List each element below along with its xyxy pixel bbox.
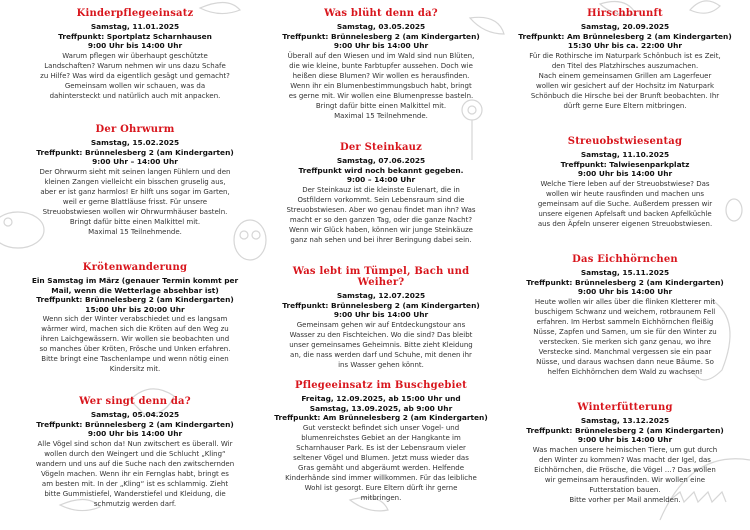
event-description: Welche Tiere leben auf der Streuobstwiese? Das wollen wir heute rausfinden und machen uns gemeinsam auf die Suche. Außerdem pressen wir unsere eigenen Apfelsaft und backen Apfelküchle aus den Äpfeln unserer eigenen Streuobstwiesen. [537,179,713,228]
event-was-blueht-denn-da [268,8,494,121]
event-title: Wer singt denn da? [79,396,191,407]
event-title: Winterfütterung [577,402,673,413]
event-description: Heute wollen wir alles über die flinken Kletterer mit buschigem Schwanz und weichem, rotbraunem Fell erfahren. Im Herbst sammeln Eichhörnchen fleißig Nüsse, Zapfen und Samen, um sie für den Winter zu verstecken. Sie merken sich ganz genau, wo ihre Verstecke sind. Manchmal vergessen sie ein paar Nüsse, und daraus wachsen dann neue Bäume. So helfen Eichhörnchen dem Wald zu wachsen! [533,297,717,376]
event-meeting-point: Treffpunkt: Sportplatz Scharnhausen [58,31,212,41]
event-time: 9:00 Uhr bis 14:00 Uhr [577,435,673,444]
event-meeting-point: Treffpunkt: Talwiesenparkplatz [560,159,690,169]
event-description: Gemeinsam gehen wir auf Entdeckungstour ans Wasser zu den Fischteichen. Wo die sind? Das bleibt unser gemeinsames Geheimnis. Bitte zieht Kleidung an, die nass werden darf und Schuhe, mit denen ihr ins Wasser gehen könnt. [289,320,473,369]
event-date: Samstag, 11.10.2025 [580,150,670,159]
event-title: Das Eichhörnchen [572,254,678,265]
event-time: 9:00 Uhr bis 14:00 Uhr [87,429,183,438]
event-steinkauz [268,142,494,245]
event-description: Der Ohrwurm sieht mit seinen langen Fühlern und den kleinen Zangen vielleicht ein bisschen gruselig aus, aber er ist ganz harmlos! Er hilft uns sogar im Garten, weil er gerne Blattläuse frisst. Für unsere Streuobstwiesen wollen wir Ohrwurmhäuser basteln. Bringt dafür bitte einen Malkittel mit. Maximal 15 Teilnehmende. [39,167,231,236]
event-date: Samstag, 12.07.2025 [336,291,426,300]
event-description: Der Steinkauz ist die kleinste Eulenart, die in Ostfildern vorkommt. Sein Lebensraum sind die Streuobstwiesen. Aber wo genau findet man ihn? Was macht er so den ganzen Tag, oder die ganze Nacht? Wenn wir Glück haben, können wir junge Steinkäuze ganz nah sehen und bei ihrer Beringung dabei sein. [286,185,476,244]
event-time: 9:00 Uhr bis 14:00 Uhr [333,310,429,319]
event-date-2: Samstag, 13.09.2025, ab 9:00 Uhr [309,403,453,413]
event-title: Was lebt im Tümpel, Bach und Weiher? [292,266,470,288]
event-meeting-point: Treffpunkt: Brünnelesberg 2 (am Kindergarten) [526,277,724,287]
event-meeting-point: Treffpunkt: Brünnelesberg 2 (am Kindergarten) [36,419,234,429]
event-description: Überall auf den Wiesen und im Wald sind nun Blüten, die wie kleine, bunte Farbtupfer aussehen. Doch wie heißen diese Blumen? Wir wollen es herausfinden. Wenn ihr ein Blumenbestimmungsbuch habt, bringt es gerne mit. Wir wollen eine Blumenpresse basteln. Bringt dafür bitte einen Malkittel mit. Maximal 15 Teilnehmende. [287,51,475,120]
event-date: Freitag, 12.09.2025, ab 15:00 Uhr und [301,394,461,403]
column-middle [268,0,494,530]
event-time: 9:00 Uhr bis 14:00 Uhr [333,41,429,50]
event-wer-singt-denn-da [24,396,246,509]
event-time: 9:00 Uhr bis 14:00 Uhr [577,169,673,178]
event-meeting-point: Treffpunkt: Brünnelesberg 2 (am Kindergarten) [36,147,234,157]
event-date: Samstag, 11.01.2025 [90,22,180,31]
event-hirschbrunft [512,8,738,111]
event-time: 15:30 Uhr bis ca. 22:00 Uhr [567,41,683,50]
event-date: Ein Samstag im März (genauer Termin kommt per Mail, wenn die Wetterlage absehbar ist) [31,276,239,295]
event-date: Samstag, 03.05.2025 [336,22,426,31]
event-title: Krötenwanderung [82,262,188,273]
event-time: 9:00 Uhr bis 14:00 Uhr [577,287,673,296]
event-title: Pflegeeinsatz im Buschgebiet [295,380,467,391]
event-tuempel-bach-weiher [268,266,494,370]
event-time: 9:00 – 14:00 Uhr [346,175,416,184]
event-title: Streuobstwiesentag [567,136,683,147]
event-meeting-point: Treffpunkt: Brünnelesberg 2 (am Kindergarten) [526,425,724,435]
column-right [512,0,738,530]
event-date: Samstag, 13.12.2025 [580,416,670,425]
event-title: Der Steinkauz [339,142,422,153]
event-date: Samstag, 15.02.2025 [90,138,180,147]
event-meeting-point: Treffpunkt: Brünnelesberg 2 (am Kindergarten) [282,300,480,310]
event-ohrwurm [24,124,246,237]
event-kroetenwanderung [24,262,246,374]
event-meeting-point: Treffpunkt: Brünnelesberg 2 (am Kindergarten) [36,295,234,304]
event-date: Samstag, 07.06.2025 [336,156,426,165]
event-description: Was machen unsere heimischen Tiere, um gut durch den Winter zu kommen? Was macht der Igel, das Eichhörnchen, die Frösche, die Vögel …? Das wollen wir gemeinsam herausfinden. Wir wollen eine Futterstation bauen. Bitte vorher per Mail anmelden. [532,445,718,504]
event-winterfuetterung [512,402,738,505]
event-description: Alle Vögel sind schon da! Nun zwitschert es überall. Wir wollen durch den Weingert und die Schlucht „Kling“ wandern und uns auf die Suche nach den zwitschernden Vögeln machen. Wenn ihr ein Fernglas habt, bringt es am besten mit. In der „Kling“ ist es schlammig. Zieht bitte Gummistiefel, Wanderstiefel und Kleidung, die schmutzig werden darf. [35,439,235,508]
event-description: Für die Rothirsche im Naturpark Schönbuch ist es Zeit, den Titel des Platzhirsches auszumachen. Nach einem gemeinsamen Grillen am Lagerfeuer wollen wir gesichert auf der Hochsitz im Naturpark Schönbuch die Hirsche bei der Brunft beobachten. Ihr dürft gerne Eure Eltern mitbringen. [529,51,721,110]
event-meeting-point: Treffpunkt wird noch bekannt gegeben. [298,165,464,175]
event-meeting-point: Treffpunkt: Am Brünnelesberg 2 (am Kindergarten) [518,31,732,41]
event-date: Samstag, 20.09.2025 [580,22,670,31]
event-meeting-point: Treffpunkt: Brünnelesberg 2 (am Kindergarten) [282,31,480,41]
event-meeting-point: Treffpunkt: Am Brünnelesberg 2 (am Kindergarten) [274,413,488,422]
event-description: Warum pflegen wir überhaupt geschützte Landschaften? Warum nehmen wir uns dazu Schafe zu Hilfe? Was wird da eigentlich gesägt und gemacht? Gemeinsam wollen wir schauen, was da dahintersteckt und natürlich auch mit anpacken. [40,51,230,100]
event-time: 9:00 Uhr – 14:00 Uhr [92,157,178,166]
event-time: 9:00 Uhr bis 14:00 Uhr [87,41,183,50]
event-eichhoernchen [512,254,738,377]
event-description: Gut versteckt befindet sich unser Vogel- und blumenreichstes Gebiet an der Hangkante im Scharnhauser Park. Es ist der Lebensraum vieler seltener Vögel und Blumen. Jetzt muss wieder das Gras gemäht und abgeräumt werden. Helfende Kinderhände sind immer willkommen. Für das leibliche Wohl ist gesorgt. Eure Eltern dürft ihr gerne mitbringen. [285,423,477,502]
event-title: Hirschbrunft [587,8,663,19]
event-kinderpflegeeinsatz [24,8,246,101]
event-title: Der Ohrwurm [95,124,175,135]
event-date: Samstag, 15.11.2025 [580,268,670,277]
event-time: 15:00 Uhr bis 20:00 Uhr [85,304,185,314]
column-left [24,0,246,530]
event-title: Was blüht denn da? [324,8,438,19]
event-title: Kinderpflegeeinsatz [76,8,194,19]
event-description: Wenn sich der Winter verabschiedet und es langsam wärmer wird, machen sich die Kröten auf den Weg zu ihren Laichgewässern. Wir wollen sie beobachten und so manches über Kröten, Frösche und Unken erfahren. Bitte bringt eine Taschenlampe und wenn nötig einen Kindersitz mit. [39,315,231,373]
event-pflegeeinsatz-buschgebiet [268,380,494,503]
event-streuobstwiesentag [512,136,738,229]
event-date: Samstag, 05.04.2025 [90,410,180,419]
